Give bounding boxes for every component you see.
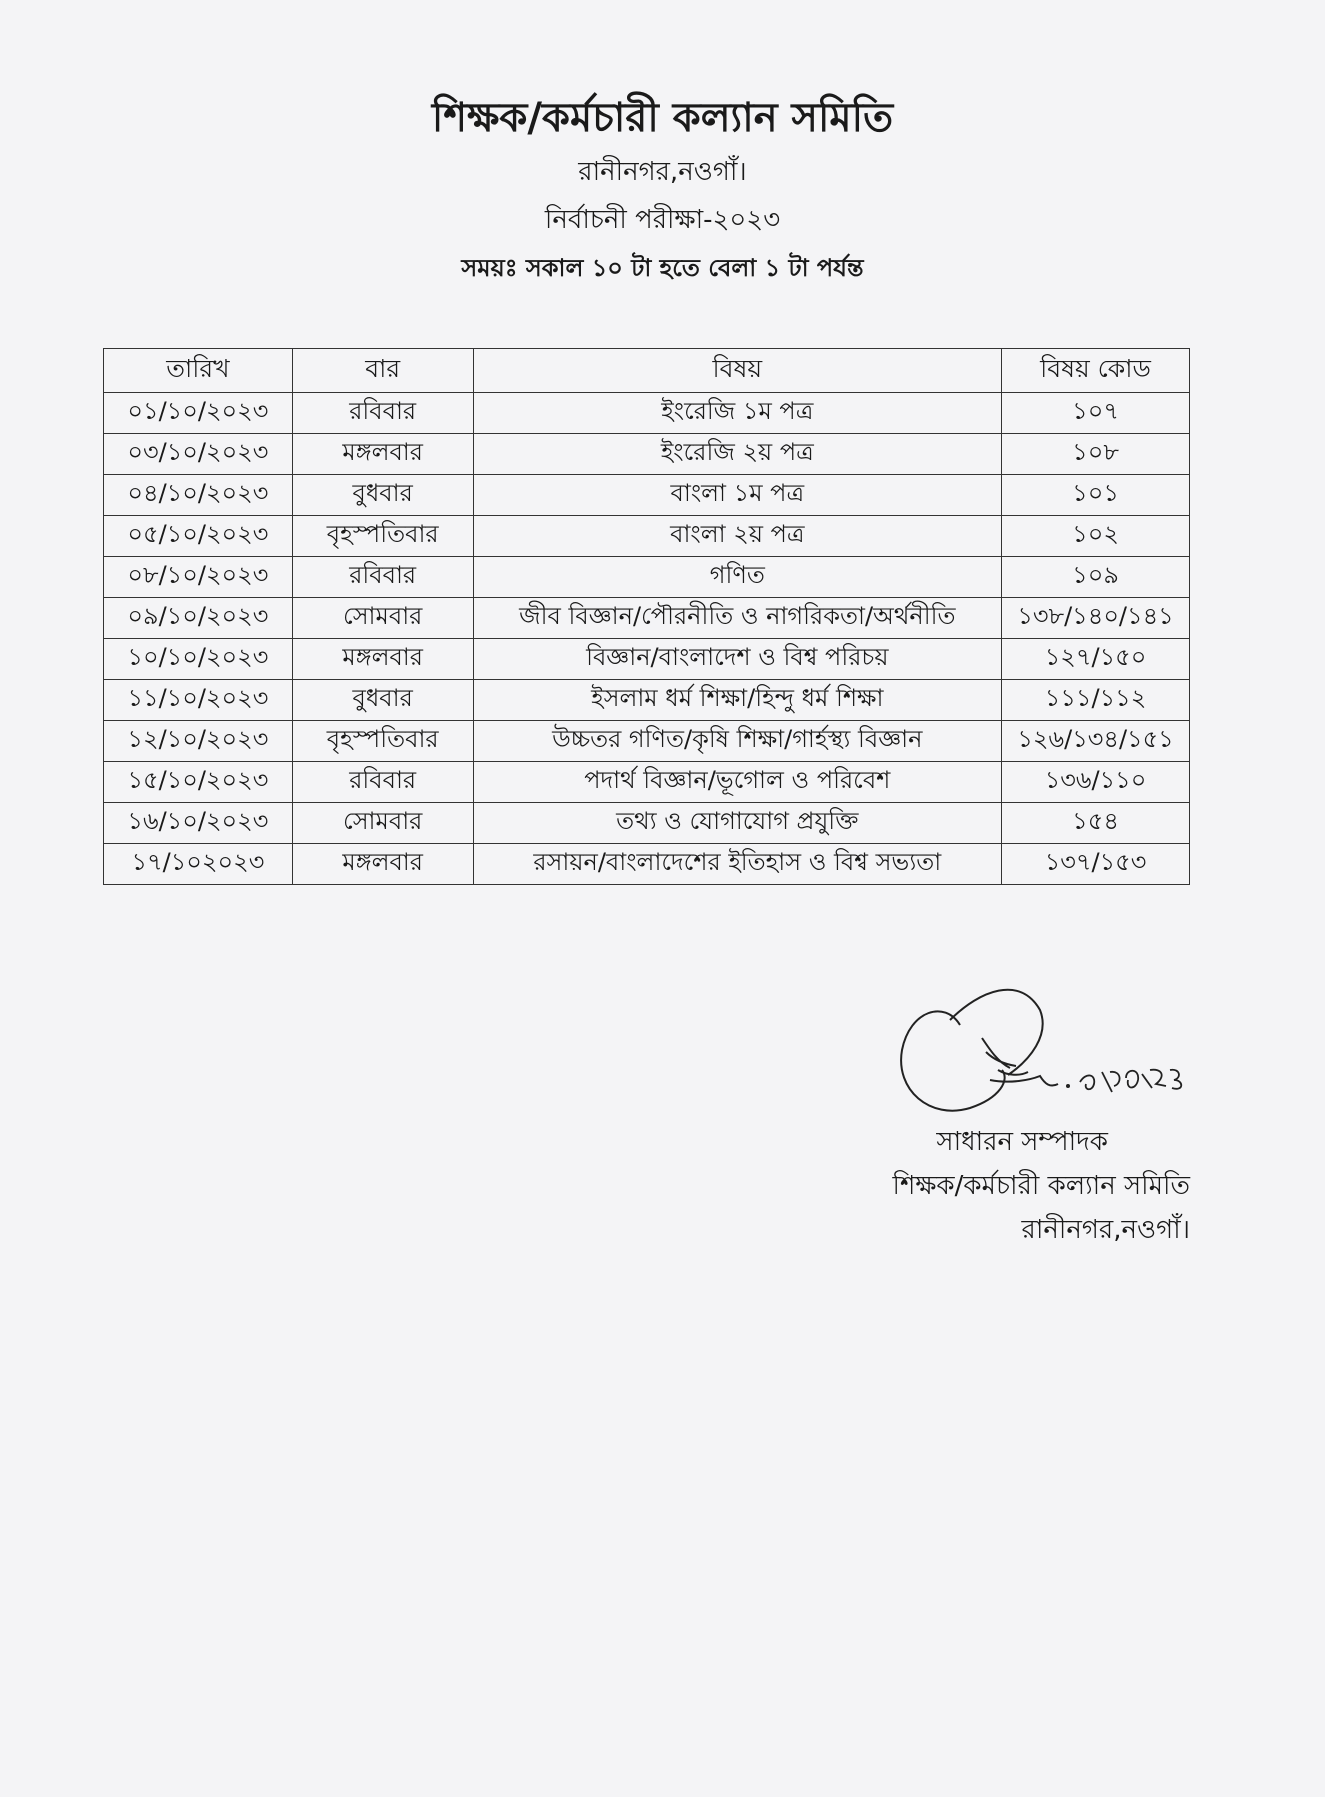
cell-subject-code: ১২৬/১৩৪/১৫১ [1002,721,1190,762]
exam-routine-table [103,348,1190,885]
header-date: তারিখ [104,349,293,393]
cell-date: ০৩/১০/২০২৩ [104,434,293,475]
table-row [104,557,1190,598]
table-row [104,434,1190,475]
table-row [104,598,1190,639]
table-row [104,516,1190,557]
cell-date: ০৮/১০/২০২৩ [104,557,293,598]
cell-date: ১৫/১০/২০২৩ [104,762,293,803]
exam-time: সময়ঃ সকাল ১০ টা হতে বেলা ১ টা পর্যন্ত [461,254,864,282]
table-header-row [104,349,1190,393]
cell-day: মঙ্গলবার [292,639,473,680]
cell-day: বুধবার [292,680,473,721]
cell-date: ০১/১০/২০২৩ [104,393,293,434]
cell-subject-code: ১১১/১১২ [1002,680,1190,721]
cell-date: ০৪/১০/২০২৩ [104,475,293,516]
cell-date: ১০/১০/২০২৩ [104,639,293,680]
cell-subject: তথ্য ও যোগাযোগ প্রযুক্তি [473,803,1002,844]
document-header [0,88,1325,292]
table-row [104,393,1190,434]
cell-subject: রসায়ন/বাংলাদেশের ইতিহাস ও বিশ্ব সভ্যতা [473,844,1002,885]
table-row [104,680,1190,721]
table-row [104,475,1190,516]
table-row [104,844,1190,885]
cell-day: সোমবার [292,803,473,844]
exam-name: নির্বাচনী পরীক্ষা-২০২৩ [544,205,781,235]
cell-date: ০৯/১০/২০২৩ [104,598,293,639]
cell-subject-code: ১৩৬/১১০ [1002,762,1190,803]
table-row [104,639,1190,680]
org-location: রানীনগর,নওগাঁ। [578,157,747,187]
cell-day: বুধবার [292,475,473,516]
cell-subject-code: ১০১ [1002,475,1190,516]
cell-subject: বিজ্ঞান/বাংলাদেশ ও বিশ্ব পরিচয় [473,639,1002,680]
header-subject: বিষয় [473,349,1002,393]
cell-day: বৃহস্পতিবার [292,721,473,762]
org-title: শিক্ষক/কর্মচারী কল্যান সমিতি [431,95,894,141]
cell-date: ১৬/১০/২০২৩ [104,803,293,844]
cell-subject-code: ১২৭/১৫০ [1002,639,1190,680]
cell-subject-code: ১০৯ [1002,557,1190,598]
table-row [104,721,1190,762]
cell-subject: ইংরেজি ২য় পত্র [473,434,1002,475]
cell-date: ১২/১০/২০২৩ [104,721,293,762]
cell-subject: উচ্চতর গণিত/কৃষি শিক্ষা/গার্হস্থ্য বিজ্ঞান [473,721,1002,762]
table-body [104,393,1190,885]
cell-subject: ইসলাম ধর্ম শিক্ষা/হিন্দু ধর্ম শিক্ষা [473,680,1002,721]
cell-day: রবিবার [292,393,473,434]
cell-subject-code: ১০৭ [1002,393,1190,434]
cell-day: রবিবার [292,557,473,598]
signatory-title: সাধারন সম্পাদক [936,1127,1108,1157]
cell-day: সোমবার [292,598,473,639]
cell-day: মঙ্গলবার [292,844,473,885]
cell-date: ১৭/১০২০২৩ [104,844,293,885]
cell-subject: ইংরেজি ১ম পত্র [473,393,1002,434]
signatory-location: রানীনগর,নওগাঁ। [1021,1215,1190,1245]
cell-subject-code: ১৫৪ [1002,803,1190,844]
cell-subject: পদার্থ বিজ্ঞান/ভূগোল ও পরিবেশ [473,762,1002,803]
cell-subject: জীব বিজ্ঞান/পৌরনীতি ও নাগরিকতা/অর্থনীতি [473,598,1002,639]
cell-subject-code: ১৩৭/১৫৩ [1002,844,1190,885]
cell-subject: বাংলা ১ম পত্র [473,475,1002,516]
cell-subject-code: ১০৮ [1002,434,1190,475]
cell-date: ১১/১০/২০২৩ [104,680,293,721]
header-day: বার [292,349,473,393]
cell-day: রবিবার [292,762,473,803]
signatory-org: শিক্ষক/কর্মচারী কল্যান সমিতি [892,1171,1190,1201]
cell-subject-code: ১০২ [1002,516,1190,557]
header-subject-code: বিষয় কোড [1002,349,1190,393]
cell-day: মঙ্গলবার [292,434,473,475]
cell-day: বৃহস্পতিবার [292,516,473,557]
cell-subject-code: ১৩৮/১৪০/১৪১ [1002,598,1190,639]
cell-date: ০৫/১০/২০২৩ [104,516,293,557]
cell-subject: বাংলা ২য় পত্র [473,516,1002,557]
signature-block [893,1120,1190,1252]
table-row [104,762,1190,803]
signature-image [890,980,1230,1130]
table-row [104,803,1190,844]
cell-subject: গণিত [473,557,1002,598]
